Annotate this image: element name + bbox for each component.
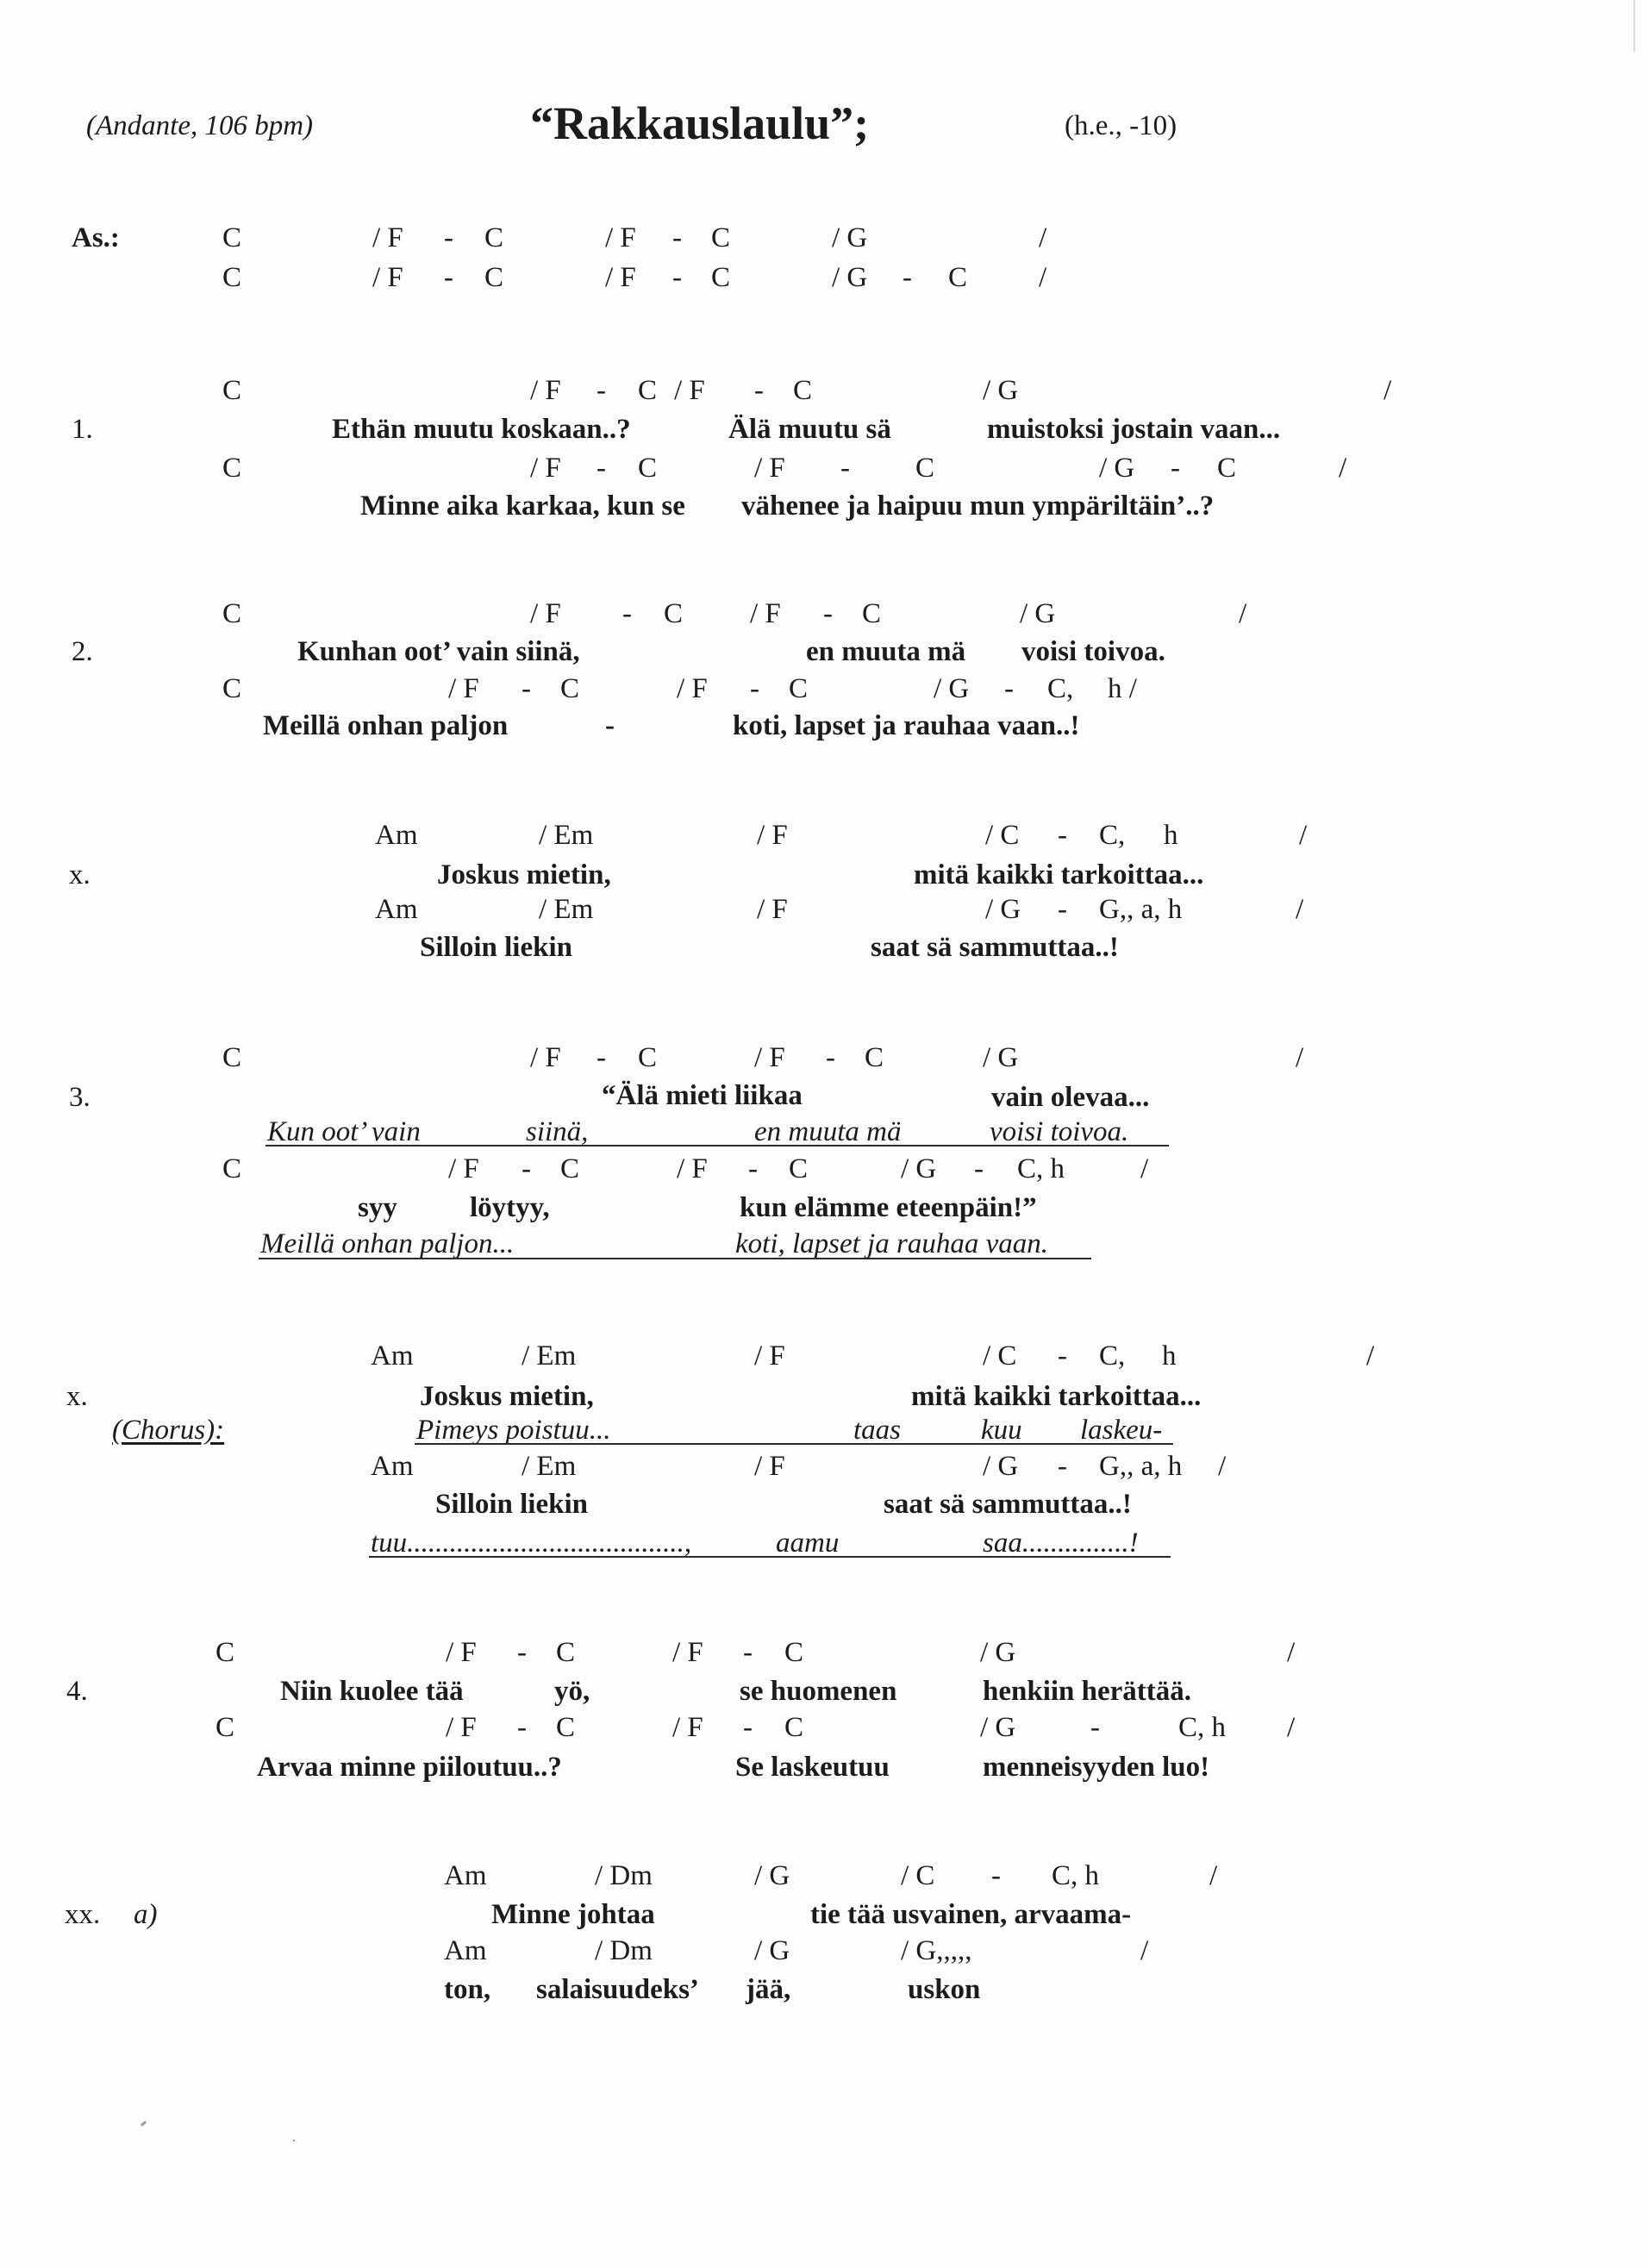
chord: / G (901, 1153, 937, 1184)
chord: C (484, 262, 504, 293)
lyric: Kunhan oot’ vain siinä, (297, 636, 580, 667)
chord: / F (530, 1042, 561, 1073)
author-date: (h.e., -10) (1065, 110, 1177, 141)
chord: / F (672, 1712, 703, 1743)
alt-lyric-underline (415, 1443, 1173, 1445)
scan-mark (141, 2121, 147, 2127)
chord: C (784, 1637, 804, 1668)
chord: h (1162, 1340, 1177, 1371)
chord: C (215, 1637, 235, 1668)
chord: / G (1099, 453, 1135, 484)
chord: - (1004, 673, 1014, 704)
chord: / F (754, 453, 785, 484)
chord: Am (375, 820, 418, 851)
chord: Am (444, 1935, 487, 1966)
chord: C, (1099, 1340, 1126, 1371)
lyric: mitä kaikki tarkoittaa... (911, 1381, 1202, 1412)
chord: / Em (522, 1340, 577, 1371)
chord: C (784, 1712, 804, 1743)
lyric: Joskus mietin, (437, 859, 611, 890)
alt-lyric: en muuta mä (754, 1116, 902, 1147)
chord: C (222, 1153, 242, 1184)
chord: C, h (1052, 1860, 1100, 1891)
chord: / F (677, 673, 708, 704)
chord: C (215, 1712, 235, 1743)
lyric: mitä kaikki tarkoittaa... (914, 859, 1204, 890)
chord: G,, a, h (1099, 1451, 1183, 1482)
alt-lyric: voisi toivoa. (990, 1116, 1129, 1147)
alt-lyric: Kun oot’ vain (267, 1116, 421, 1147)
lyric: Arvaa minne piiloutuu..? (257, 1752, 562, 1783)
alt-lyric: taas (853, 1415, 902, 1446)
lyric: muistoksi jostain vaan... (987, 414, 1281, 445)
section-number: x. (69, 859, 91, 890)
chord: - (672, 222, 682, 253)
chord: C (222, 598, 242, 629)
intro-label: As.: (72, 222, 120, 253)
chord: / (1366, 1340, 1375, 1371)
chord: C (638, 375, 658, 406)
chord: - (1058, 894, 1067, 925)
chord: / G (985, 894, 1021, 925)
lyric: Minne aika karkaa, kun se (360, 490, 685, 522)
chord: / (1218, 1451, 1227, 1482)
chord: / F (448, 1153, 479, 1184)
chord: - (672, 262, 682, 293)
chord: C, h (1178, 1712, 1227, 1743)
chord: / G (983, 1042, 1019, 1073)
chord: / F (605, 222, 636, 253)
chord: / F (446, 1637, 477, 1668)
lyric: vain olevaa... (991, 1082, 1150, 1113)
chord: C (222, 453, 242, 484)
alt-lyric: siinä, (526, 1116, 589, 1147)
chord: / G (1020, 598, 1056, 629)
alt-lyric: tuu......................................., (371, 1528, 692, 1559)
lyric: uskon (908, 1974, 981, 2005)
chord: / Em (522, 1451, 577, 1482)
chord: C (222, 673, 242, 704)
chord: C (664, 598, 684, 629)
lyric: Meillä onhan paljon (263, 710, 509, 741)
chord: / F (605, 262, 636, 293)
lyric: menneisyyden luo! (983, 1752, 1210, 1783)
chord: C (789, 1153, 809, 1184)
lyric: Minne johtaa (491, 1899, 655, 1930)
chord: - (748, 1153, 758, 1184)
lyric: koti, lapset ja rauhaa vaan..! (733, 710, 1080, 741)
lyric: “Älä mieti liikaa (602, 1080, 803, 1111)
chord: / Em (539, 820, 594, 851)
chord: / F (754, 1451, 785, 1482)
chord: / G (754, 1935, 790, 1966)
chord: - (1058, 1340, 1067, 1371)
chord: - (823, 598, 833, 629)
chord: C (862, 598, 882, 629)
chord: / C (983, 1340, 1017, 1371)
chord: - (754, 375, 764, 406)
chord: C (948, 262, 968, 293)
chord: - (517, 1712, 527, 1743)
chord: C, h (1017, 1153, 1065, 1184)
lyric: tie tää usvainen, arvaama- (810, 1899, 1132, 1930)
verse-number: 1. (72, 414, 93, 445)
lyric: Silloin liekin (420, 932, 572, 963)
chord: - (597, 1042, 606, 1073)
chord: / F (372, 262, 403, 293)
lyric: se huomenen (740, 1676, 897, 1707)
lyric: ton, (444, 1974, 491, 2005)
chord: - (522, 673, 531, 704)
lyric: Se laskeutuu (735, 1752, 890, 1783)
chord: - (1058, 1451, 1067, 1482)
chord: C (1217, 453, 1237, 484)
chord: / (1384, 375, 1392, 406)
chord: C (484, 222, 504, 253)
chord: - (903, 262, 912, 293)
chord: / G (832, 262, 868, 293)
chord: / F (674, 375, 705, 406)
chord: / F (446, 1712, 477, 1743)
lyric: - (605, 710, 615, 741)
chord: / (1039, 262, 1047, 293)
section-number: x. (66, 1381, 88, 1412)
chord: / G (983, 375, 1019, 406)
chord: - (974, 1153, 984, 1184)
lyric: Niin kuolee tää (280, 1676, 464, 1707)
chord: G,, a, h (1099, 894, 1183, 925)
chord: C (556, 1637, 576, 1668)
alt-lyric: saa...............! (983, 1528, 1139, 1559)
chord: - (991, 1860, 1001, 1891)
lyric: salaisuudeks’ (536, 1974, 699, 2005)
chord: C (789, 673, 809, 704)
lyric: vähenee ja haipuu mun ympäriltäin’..? (741, 490, 1215, 522)
chord: Am (375, 894, 418, 925)
chord: - (597, 375, 606, 406)
lyric: saat sä sammuttaa..! (871, 932, 1119, 963)
chorus-label: (Chorus): (112, 1415, 225, 1446)
chord: / G (983, 1451, 1019, 1482)
chord: / F (757, 820, 788, 851)
chord: - (597, 453, 606, 484)
scan-mark (293, 2140, 295, 2141)
chord: C (556, 1712, 576, 1743)
chord: h (1164, 820, 1178, 851)
chord: / (1039, 222, 1047, 253)
verse-number: 3. (69, 1082, 91, 1113)
chord: / (1140, 1935, 1149, 1966)
lyric: yö, (554, 1676, 590, 1707)
section-number: xx. (65, 1899, 101, 1930)
tempo-marking: (Andante, 106 bpm) (86, 110, 314, 141)
alt-lyric-underline (265, 1145, 1169, 1146)
chord: - (743, 1637, 753, 1668)
chord: h / (1108, 673, 1137, 704)
alt-lyric: Meillä onhan paljon... (260, 1228, 515, 1259)
chord: / F (754, 1340, 785, 1371)
chord: / (1339, 453, 1347, 484)
chord: C (222, 262, 242, 293)
chord: Am (371, 1451, 414, 1482)
chord: C (560, 1153, 580, 1184)
section-sublabel: a) (134, 1899, 158, 1930)
chord: / (1287, 1712, 1296, 1743)
chord: C (560, 673, 580, 704)
alt-lyric: aamu (776, 1528, 840, 1559)
chord: / (1296, 1042, 1304, 1073)
chord: C (915, 453, 935, 484)
lyric: henkiin herättää. (983, 1676, 1192, 1707)
lyric: syy (358, 1192, 397, 1223)
song-title: “Rakkauslaulu”; (530, 97, 870, 149)
chord: / (1209, 1860, 1218, 1891)
chord: C (638, 1042, 658, 1073)
chord: C (865, 1042, 884, 1073)
lyric: Ethän muutu koskaan..? (332, 414, 631, 445)
lyric: saat sä sammuttaa..! (884, 1489, 1132, 1520)
chord: - (522, 1153, 531, 1184)
lyric: voisi toivoa. (1021, 636, 1165, 667)
chord: Am (444, 1860, 487, 1891)
chord: C, (1047, 673, 1074, 704)
chord: / C (901, 1860, 935, 1891)
chord: / (1299, 820, 1308, 851)
alt-lyric: laskeu- (1080, 1415, 1163, 1446)
chord: / (1287, 1637, 1296, 1668)
chord: - (743, 1712, 753, 1743)
chord: C (711, 262, 731, 293)
chord: / G (832, 222, 868, 253)
chord: C (711, 222, 731, 253)
chord: - (1058, 820, 1067, 851)
chord: - (444, 222, 453, 253)
chord: / (1296, 894, 1304, 925)
chord: / F (448, 673, 479, 704)
alt-lyric: koti, lapset ja rauhaa vaan. (735, 1228, 1048, 1259)
chord: C (222, 375, 242, 406)
chord: / G (980, 1637, 1016, 1668)
chord: / F (672, 1637, 703, 1668)
verse-number: 2. (72, 636, 93, 667)
chord: / G (980, 1712, 1016, 1743)
chord: / (1140, 1153, 1149, 1184)
lyric: Silloin liekin (435, 1489, 588, 1520)
chord: / Em (539, 894, 594, 925)
chord: C (222, 222, 242, 253)
scan-edge (1633, 0, 1635, 52)
chord: / (1239, 598, 1247, 629)
chord: / F (530, 375, 561, 406)
alt-lyric: Pimeys poistuu... (416, 1415, 611, 1446)
chord: / Dm (595, 1860, 653, 1891)
lyric: kun elämme eteenpäin!” (740, 1192, 1037, 1223)
verse-number: 4. (66, 1676, 88, 1707)
chord: - (750, 673, 759, 704)
chord: C (793, 375, 813, 406)
chord: - (1171, 453, 1180, 484)
chord: - (826, 1042, 835, 1073)
chord: - (444, 262, 453, 293)
chord: / F (757, 894, 788, 925)
chord: / C (985, 820, 1020, 851)
lyric: en muuta mä (806, 636, 966, 667)
lyric: jää, (746, 1974, 791, 2005)
chord: / G (754, 1860, 790, 1891)
chord: - (1090, 1712, 1100, 1743)
chord: / F (754, 1042, 785, 1073)
chord: / F (530, 453, 561, 484)
lyric: löytyy, (470, 1192, 550, 1223)
alt-lyric-underline (369, 1556, 1171, 1558)
chord: / F (530, 598, 561, 629)
alt-lyric: kuu (981, 1415, 1022, 1446)
chord: / G,,,,, (901, 1935, 972, 1966)
chord: C, (1099, 820, 1126, 851)
lyric: Älä muutu sä (728, 414, 891, 445)
chord: / F (372, 222, 403, 253)
chord: C (222, 1042, 242, 1073)
alt-lyric-underline (259, 1258, 1091, 1259)
chord: - (517, 1637, 527, 1668)
chord: / F (750, 598, 781, 629)
chord: Am (371, 1340, 414, 1371)
lyric: Joskus mietin, (420, 1381, 594, 1412)
chord: C (638, 453, 658, 484)
chord: / G (934, 673, 970, 704)
chord: - (622, 598, 632, 629)
chord: / F (677, 1153, 708, 1184)
chord: / Dm (595, 1935, 653, 1966)
chord: - (840, 453, 850, 484)
